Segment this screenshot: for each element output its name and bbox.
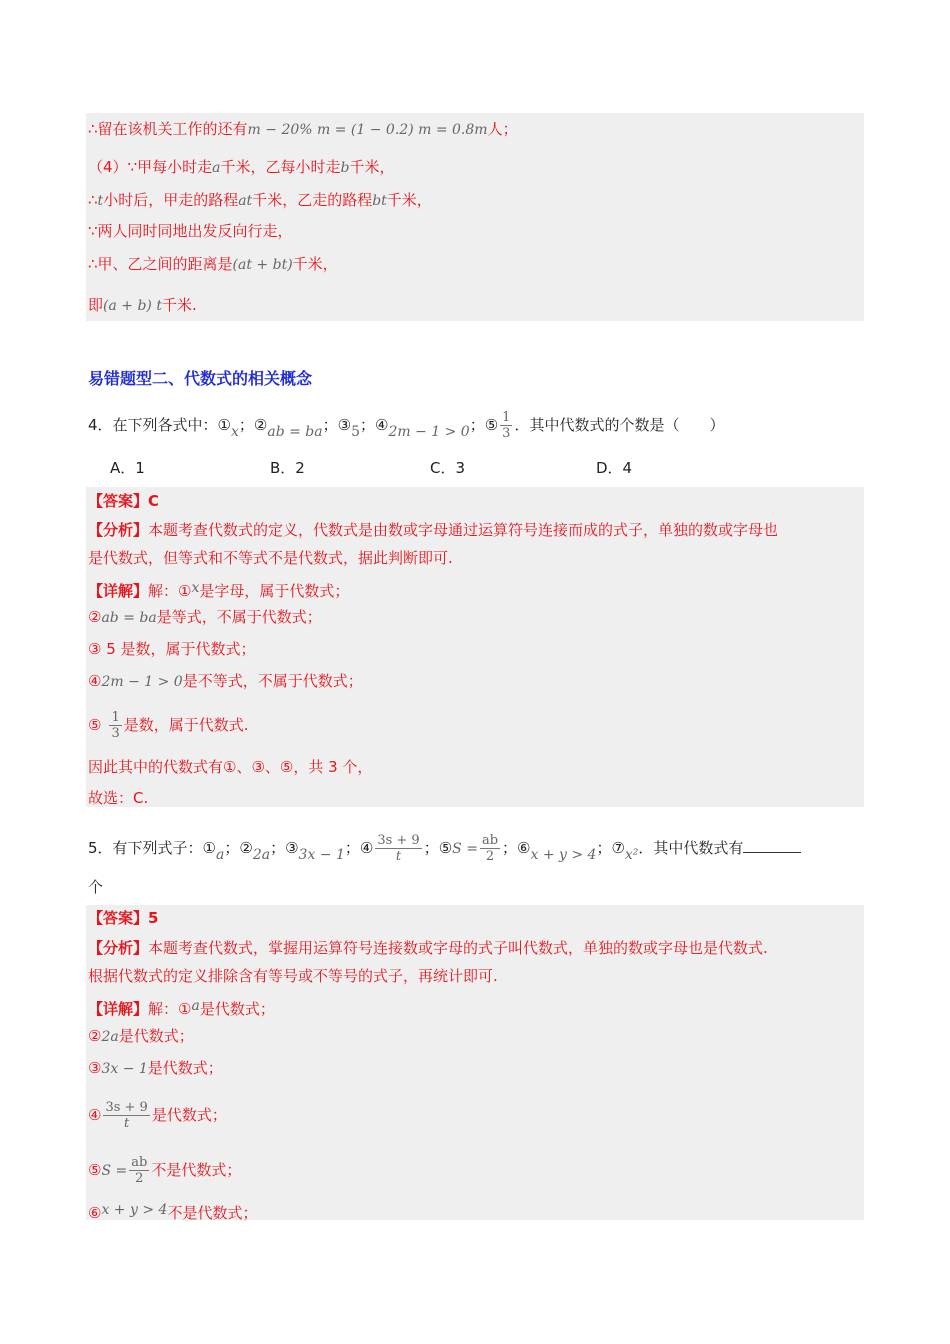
option-d[interactable]: D．4 bbox=[596, 459, 633, 477]
answer-blank[interactable] bbox=[743, 838, 801, 853]
analysis-line: 【分析】本题考查代数式的定义，代数式是由数或字母通过运算符号连接而成的式子，单独的数或字母也 bbox=[88, 521, 779, 539]
detail-line: 因此其中的代数式有①、③、⑤，共 3 个， bbox=[88, 758, 373, 776]
option-b[interactable]: B．2 bbox=[270, 459, 305, 477]
answer-line: 【答案】C bbox=[88, 492, 160, 510]
analysis-line: 根据代数式的定义排除含有等号或不等号的式子，再统计即可. bbox=[88, 967, 498, 985]
solution-line: ∵两人同时同地出发反向行走， bbox=[88, 222, 293, 240]
section-heading: 易错题型二、代数式的相关概念 bbox=[88, 369, 313, 388]
analysis-line: 是代数式，但等式和不等式不是代数式，据此判断即可. bbox=[88, 549, 453, 567]
detail-line: ④ $\frac{3s + 9}{t}$ 是代数式； bbox=[88, 1100, 227, 1131]
detail-line: 故选：C. bbox=[88, 789, 149, 807]
detail-line: 【详解】解：①a是代数式； bbox=[88, 998, 275, 1018]
solution-line: 即(a + b) t千米. bbox=[88, 296, 197, 314]
detail-line: ③ 5 是数，属于代数式； bbox=[88, 640, 256, 658]
solution-line: ∴留在该机关工作的还有m − 20% m = (1 − 0.2) m = 0.8m人； bbox=[88, 120, 518, 138]
solution-line: ∴甲、乙之间的距离是(at + bt)千米， bbox=[88, 255, 338, 273]
solution-block-1 bbox=[86, 113, 864, 321]
detail-line: ②2a是代数式； bbox=[88, 1027, 194, 1045]
answer-line: 【答案】5 bbox=[88, 909, 159, 927]
detail-line: ②ab = ba是等式，不属于代数式； bbox=[88, 608, 322, 626]
option-a[interactable]: A．1 bbox=[110, 459, 145, 477]
detail-line: ③3x − 1是代数式； bbox=[88, 1059, 223, 1077]
option-c[interactable]: C．3 bbox=[430, 459, 466, 477]
question-4-stem: 4．在下列各式中：①x；②ab = ba；③5；④2m − 1 > 0；⑤ $\frac{1}{3}$ ．其中代数式的个数是（ ） bbox=[88, 410, 725, 441]
solution-line: ∴t小时后，甲走的路程at千米，乙走的路程bt千米， bbox=[88, 191, 432, 209]
detail-line: ④2m − 1 > 0是不等式，不属于代数式； bbox=[88, 672, 363, 690]
detail-line: ⑥x + y > 4不是代数式； bbox=[88, 1202, 258, 1222]
detail-line: ⑤S = $\frac{ab}{2}$ 不是代数式； bbox=[88, 1155, 242, 1186]
question-5-stem-tail: 个 bbox=[88, 878, 104, 896]
solution-line: （4）∵甲每小时走a千米，乙每小时走b千米， bbox=[88, 158, 395, 176]
analysis-line: 【分析】本题考查代数式，掌握用运算符号连接数或字母的式子叫代数式，单独的数或字母也是代数式. bbox=[88, 939, 768, 957]
question-5-stem: 5．有下列式子：①a；②2a；③3x − 1；④ $\frac{3s + 9}{t}$ ；⑤S = $\frac{ab}{2}$ ；⑥x + y > 4；⑦x²．其中代数式有 bbox=[88, 833, 801, 866]
detail-line: ⑤ $\frac{1}{3}$ 是数，属于代数式. bbox=[88, 710, 249, 741]
detail-line: 【详解】解：①x是字母，属于代数式； bbox=[88, 580, 350, 600]
question-4-options bbox=[110, 457, 756, 479]
